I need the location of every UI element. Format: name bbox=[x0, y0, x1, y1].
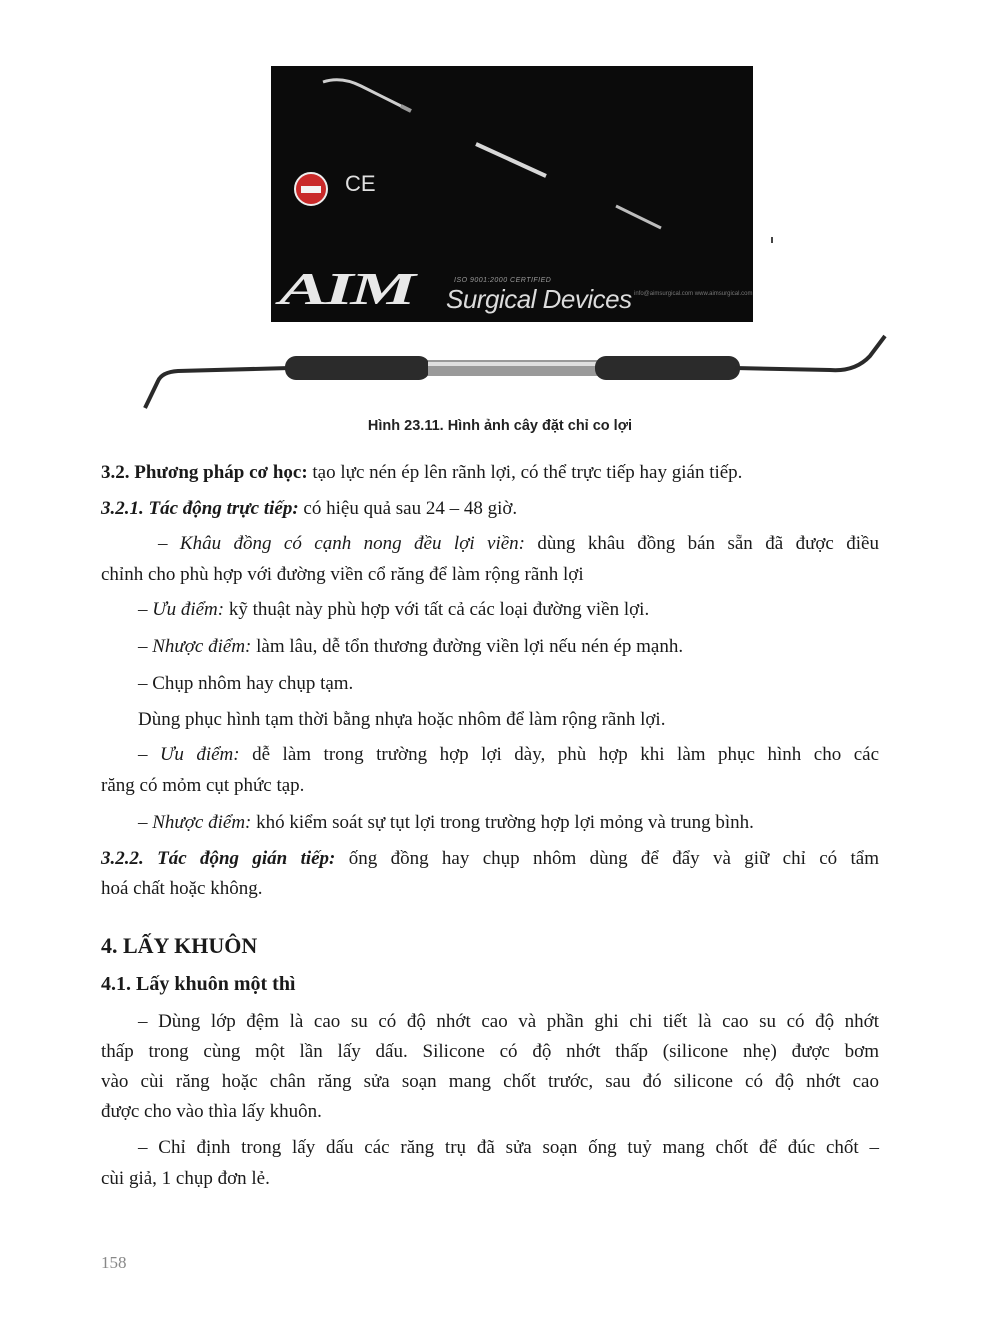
para-1-line-1: – Khâu đồng có cạnh nong đều lợi viền: dùng khâu đồng bán sẵn đã được điều bbox=[158, 533, 879, 554]
para-8-line-1: – Dùng lớp đệm là cao su có độ nhớt cao và phần ghi chi tiết là cao su có độ nhớt bbox=[138, 1011, 879, 1032]
handle-grip-left bbox=[285, 356, 430, 380]
para-7: – Nhược điểm: khó kiểm soát sự tụt lợi trong trường hợp lợi mỏng và trung bình. bbox=[138, 812, 754, 833]
para-9-line-2: cùi giả, 1 chụp đơn lẻ. bbox=[101, 1168, 270, 1189]
para-2-text: kỹ thuật này phù hợp với tất cả các loại đường viền lợi. bbox=[224, 599, 650, 620]
para-8-line-2: thấp trong cùng một lần lấy dấu. Silicone có độ nhớt thấp (silicone nhẹ) được bơm bbox=[101, 1041, 879, 1062]
para-5: Dùng phục hình tạm thời bằng nhựa hoặc nhôm để làm rộng rãnh lợi. bbox=[138, 709, 666, 730]
para-8-line-4: được cho vào thìa lấy khuôn. bbox=[101, 1101, 322, 1122]
para-1-line-2: chỉnh cho phù hợp với đường viền cổ răng để làm rộng rãnh lợi bbox=[101, 564, 584, 585]
para-7-text: khó kiểm soát sự tụt lợi trong trường hợp lợi mỏng và trung bình. bbox=[251, 812, 754, 833]
iso-text: ISO 9001:2000 CERTIFIED bbox=[454, 277, 552, 284]
para-6-term: Ưu điểm: bbox=[160, 744, 240, 765]
handle-grip-right bbox=[595, 356, 740, 380]
para-4: – Chụp nhôm hay chụp tạm. bbox=[138, 673, 354, 694]
para-3: – Nhược điểm: làm lâu, dễ tổn thương đường viền lợi nếu nén ép mạnh. bbox=[138, 636, 684, 657]
para-7-term: Nhược điểm: bbox=[152, 812, 252, 833]
section-3-2 bbox=[101, 461, 879, 485]
para-6-text-a: dễ làm trong trường hợp lợi dày, phù hợp khi làm phục hình cho các bbox=[239, 744, 880, 765]
brand-web: info@aimsurgical.com www.aimsurgical.com bbox=[634, 291, 753, 297]
brand-name: Surgical Devices bbox=[446, 284, 632, 314]
section-3-2-1 bbox=[101, 497, 879, 521]
para-8-line-3: vào cùi răng hoặc chân răng sửa soạn mang chốt trước, sau đó silicone có độ nhớt cao bbox=[101, 1071, 879, 1092]
para-1-text-a: dùng khâu đồng bán sẵn đã được điều bbox=[525, 533, 879, 554]
heading-4: 4. LẤY KHUÔN bbox=[101, 933, 258, 958]
para-2-term: Ưu điểm: bbox=[152, 599, 225, 620]
ce-mark: CE bbox=[345, 171, 376, 196]
scan-speck bbox=[771, 237, 773, 243]
section-3-2-2-line-2: hoá chất hoặc không. bbox=[101, 878, 263, 899]
para-6-line-2: răng có mỏm cụt phức tạp. bbox=[101, 775, 305, 796]
para-6-line-1: – Ưu điểm: dễ làm trong trường hợp lợi dày, phù hợp khi làm phục hình cho các bbox=[138, 744, 880, 765]
section-3-2-2-text-a: ống đồng hay chụp nhôm dùng để đẩy và giữ chỉ có tẩm bbox=[335, 848, 879, 869]
section-3-2-1-text: có hiệu quả sau 24 – 48 giờ. bbox=[298, 498, 518, 519]
para-3-term: Nhược điểm: bbox=[152, 636, 252, 657]
para-2: – Ưu điểm: kỹ thuật này phù hợp với tất cả các loại đường viền lợi. bbox=[138, 599, 650, 620]
section-3-2-2-line-1 bbox=[101, 847, 879, 871]
section-3-2-2-label: 3.2.2. Tác động gián tiếp: bbox=[101, 848, 336, 869]
certification-seal-icon bbox=[294, 172, 328, 206]
brand-logo: AIM bbox=[279, 263, 413, 314]
section-3-2-label: 3.2. Phương pháp cơ học: bbox=[101, 462, 308, 483]
page-number: 158 bbox=[101, 1253, 127, 1272]
para-3-text: làm lâu, dễ tổn thương đường viền lợi nếu nén ép mạnh. bbox=[251, 636, 684, 657]
product-photo bbox=[271, 66, 753, 322]
figure-caption: Hình 23.11. Hình ảnh cây đặt chỉ co lợi bbox=[367, 418, 633, 434]
para-9-line-1: – Chỉ định trong lấy dấu các răng trụ đã sửa soạn ống tuỷ mang chốt để đúc chốt – bbox=[138, 1137, 879, 1158]
heading-4-1: 4.1. Lấy khuôn một thì bbox=[101, 973, 296, 995]
section-3-2-1-label: 3.2.1. Tác động trực tiếp: bbox=[101, 498, 299, 519]
para-1-term: Khâu đồng có cạnh nong đều lợi viền: bbox=[179, 533, 526, 554]
section-3-2-text: tạo lực nén ép lên rãnh lợi, có thể trực tiếp hay gián tiếp. bbox=[307, 462, 743, 483]
cord-packer-instrument bbox=[130, 326, 900, 416]
